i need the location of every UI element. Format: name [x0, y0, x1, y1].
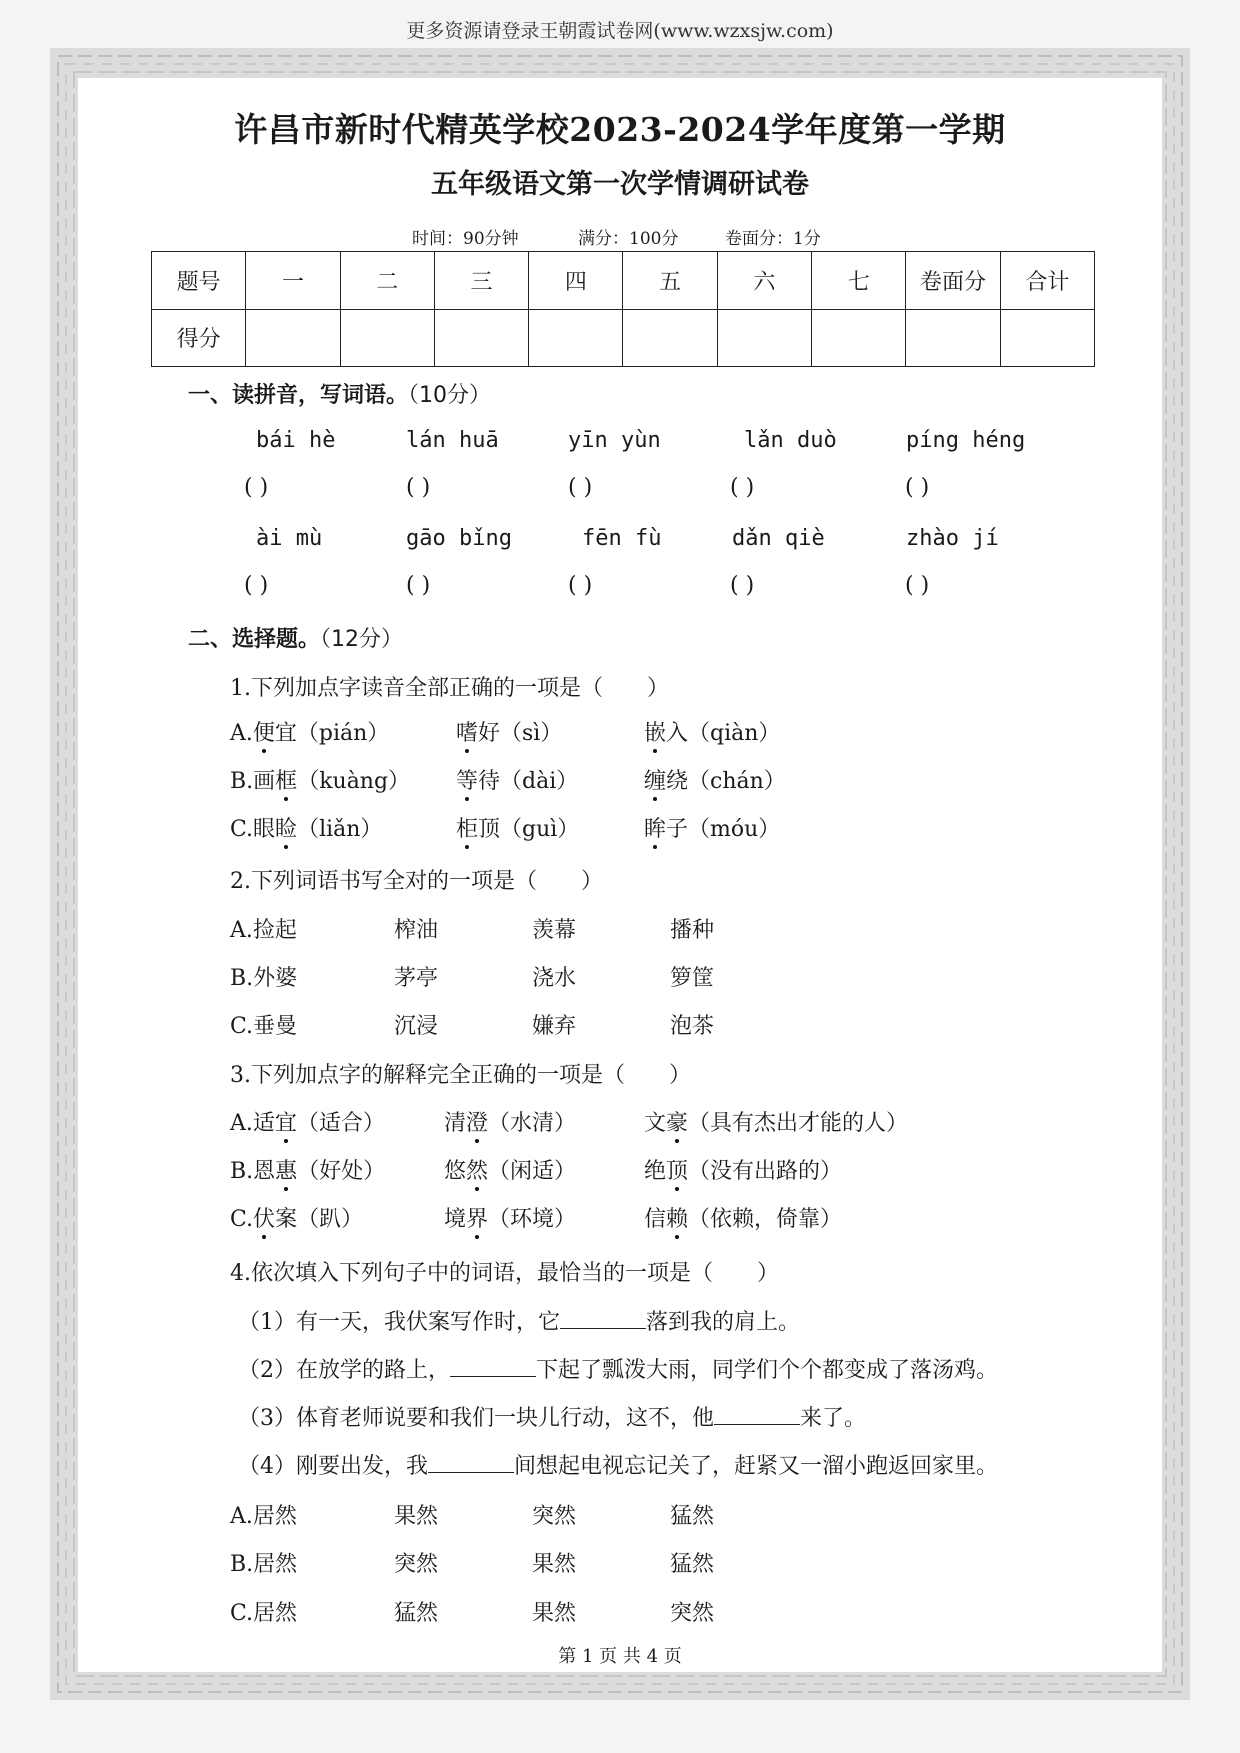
- q4-option-word: 猛然: [670, 1552, 715, 1577]
- pinyin: dǎn qiè: [732, 526, 825, 551]
- q2-option-word: 浇水: [532, 966, 577, 991]
- dotted-char: 顶: [666, 1154, 688, 1185]
- sentence-text: （2）在放学的路上，: [238, 1358, 450, 1383]
- opt-text: （环境）: [488, 1207, 577, 1232]
- opt-text: （kuàng）: [297, 769, 411, 794]
- q2-option-word: 羡幕: [532, 918, 577, 943]
- opt-text: （没有出路的）: [688, 1159, 843, 1184]
- q2-option-word: 箩筐: [670, 966, 715, 991]
- q4-option-word: 猛然: [394, 1601, 439, 1626]
- opt-text: 好（sì）: [478, 721, 563, 746]
- q4-option-a[interactable]: A.居然: [230, 1504, 297, 1529]
- q4-option-word: 果然: [532, 1552, 577, 1577]
- opt-text: （依赖，倚靠）: [688, 1207, 843, 1232]
- q2-option-c[interactable]: C.垂曼: [230, 1014, 298, 1039]
- question-4-stem: 4.依次填入下列句子中的词语，最恰当的一项是（ ）: [230, 1261, 779, 1286]
- question-3-stem: 3.下列加点字的解释完全正确的一项是（ ）: [230, 1063, 691, 1088]
- question-1-stem: 1.下列加点字读音全部正确的一项是（ ）: [230, 676, 669, 701]
- opt-text: C.眼: [230, 817, 276, 842]
- exam-title: 许昌市新时代精英学校2023-2024学年度第一学期: [234, 110, 1006, 149]
- answer-bracket[interactable]: ( ): [730, 475, 755, 500]
- opt-text: 绕（chán）: [666, 769, 786, 794]
- q2-option-word: 沉浸: [394, 1014, 439, 1039]
- q4-sentence-4: [238, 1449, 998, 1480]
- q3-option-b[interactable]: [230, 1154, 385, 1185]
- q4-option-word: 猛然: [670, 1504, 715, 1529]
- sentence-text: 下起了瓢泼大雨，同学们个个都变成了落汤鸡。: [536, 1358, 999, 1383]
- opt-text: （水清）: [488, 1111, 577, 1136]
- score-cell[interactable]: [623, 309, 717, 367]
- pinyin: zhào jí: [906, 526, 999, 551]
- pinyin: gāo bǐng: [406, 526, 512, 551]
- dotted-char: 等: [456, 764, 478, 795]
- answer-bracket[interactable]: ( ): [730, 573, 755, 598]
- dotted-char: 嵌: [644, 716, 666, 747]
- question-2-stem: 2.下列词语书写全对的一项是（ ）: [230, 869, 603, 894]
- sentence-text: 间想起电视忘记关了，赶紧又一溜小跑返回家里。: [514, 1454, 999, 1479]
- opt-text: 宜（pián）: [274, 721, 390, 746]
- q1-option-c-word3: [644, 812, 780, 843]
- q4-sentence-2: [238, 1353, 998, 1384]
- exam-full-score: 满分：100分: [578, 229, 679, 249]
- dotted-char: 柜: [456, 812, 478, 843]
- sentence-text: （1）有一天，我伏案写作时，它: [238, 1310, 560, 1335]
- score-cell[interactable]: [434, 309, 528, 367]
- score-cell[interactable]: [246, 309, 340, 367]
- opt-text: A.适: [230, 1111, 275, 1136]
- score-cell[interactable]: [812, 309, 906, 367]
- dotted-char: 界: [466, 1202, 488, 1233]
- score-header-cell: 合计: [1000, 252, 1094, 310]
- answer-bracket[interactable]: ( ): [568, 475, 593, 500]
- sentence-text: （3）体育老师说要和我们一块儿行动，这不，他: [238, 1406, 714, 1431]
- q3-option-c-word3: [644, 1202, 842, 1233]
- q4-option-c[interactable]: C.居然: [230, 1601, 298, 1626]
- q2-option-b[interactable]: B.外婆: [230, 966, 298, 991]
- dotted-char: 澄: [466, 1106, 488, 1137]
- dotted-char: 宜: [275, 1106, 297, 1137]
- q4-sentence-3: [238, 1401, 866, 1432]
- score-cell[interactable]: [529, 309, 623, 367]
- q3-option-c-word2: [444, 1202, 576, 1233]
- q4-sentence-1: [238, 1305, 800, 1336]
- dotted-char: 豪: [666, 1106, 688, 1137]
- q2-option-word: 茅亭: [394, 966, 439, 991]
- pinyin: lán huā: [406, 428, 499, 453]
- fill-blank[interactable]: [450, 1356, 536, 1377]
- page-footer: 第 1 页 共 4 页: [558, 1646, 682, 1667]
- opt-text: C.: [230, 1207, 254, 1232]
- opt-text: 待（dài）: [478, 769, 579, 794]
- score-header-cell: 四: [529, 252, 623, 310]
- sentence-text: 落到我的肩上。: [646, 1310, 801, 1335]
- q2-option-word: 榨油: [394, 918, 439, 943]
- q2-option-a[interactable]: A.捡起: [230, 918, 297, 943]
- q2-option-word: 泡茶: [670, 1014, 715, 1039]
- q2-option-word: 嫌弃: [532, 1014, 577, 1039]
- q1-option-a[interactable]: [230, 716, 389, 747]
- exam-neatness-score: 卷面分：1分: [725, 229, 821, 249]
- q4-option-word: 突然: [670, 1601, 715, 1626]
- q4-option-word: 果然: [532, 1601, 577, 1626]
- q3-option-c[interactable]: [230, 1202, 363, 1233]
- dotted-char: 赖: [666, 1202, 688, 1233]
- sentence-text: （4）刚要出发，我: [238, 1454, 428, 1479]
- score-header-cell: 一: [246, 252, 340, 310]
- q3-option-b-word2: [444, 1154, 576, 1185]
- score-header-cell: 二: [340, 252, 434, 310]
- q3-option-a[interactable]: [230, 1106, 385, 1137]
- dotted-char: 睑: [275, 812, 297, 843]
- dotted-char: 伏: [253, 1202, 275, 1233]
- opt-text: 悠: [444, 1159, 467, 1184]
- answer-bracket[interactable]: ( ): [244, 475, 269, 500]
- section2-heading: [188, 622, 403, 653]
- section1-heading: [188, 378, 491, 409]
- score-header-cell: 三: [434, 252, 528, 310]
- opt-text: （具有杰出才能的人）: [688, 1111, 909, 1136]
- answer-bracket[interactable]: ( ): [905, 475, 930, 500]
- answer-bracket[interactable]: ( ): [406, 573, 431, 598]
- opt-text: B.画: [230, 769, 276, 794]
- q1-option-b[interactable]: [230, 764, 410, 795]
- opt-text: 境: [444, 1207, 467, 1232]
- section2-title: 二、选择题。: [188, 627, 321, 652]
- q1-option-a-word3: [644, 716, 780, 747]
- q3-option-b-word3: [644, 1154, 842, 1185]
- score-header-cell: 题号: [152, 252, 246, 310]
- score-cell[interactable]: [1000, 309, 1094, 367]
- opt-text: 绝: [644, 1159, 667, 1184]
- dotted-char: 缠: [644, 764, 666, 795]
- opt-text: （适合）: [296, 1111, 385, 1136]
- q4-option-b[interactable]: B.居然: [230, 1552, 298, 1577]
- pinyin: yīn yùn: [568, 428, 661, 453]
- q2-option-word: 播种: [670, 918, 715, 943]
- pinyin: bái hè: [256, 428, 336, 453]
- sentence-text: 来了。: [800, 1406, 867, 1431]
- pinyin: fēn fù: [582, 526, 662, 551]
- answer-bracket[interactable]: ( ): [244, 573, 269, 598]
- q1-option-b-word2: [456, 764, 578, 795]
- opt-text: 入（qiàn）: [666, 721, 781, 746]
- q4-option-word: 果然: [394, 1504, 439, 1529]
- q1-option-c[interactable]: [230, 812, 382, 843]
- q1-option-b-word3: [644, 764, 786, 795]
- dotted-char: 眸: [644, 812, 666, 843]
- opt-text: A.: [230, 721, 253, 746]
- score-header-cell: 卷面分: [906, 252, 1000, 310]
- fill-blank[interactable]: [428, 1452, 514, 1473]
- fill-blank[interactable]: [560, 1308, 646, 1329]
- exam-subtitle: 五年级语文第一次学情调研试卷: [431, 169, 809, 200]
- score-table-header-row: [152, 252, 1095, 310]
- dotted-char: 嗜: [456, 716, 478, 747]
- opt-text: 清: [444, 1111, 467, 1136]
- pinyin: lǎn duò: [744, 428, 837, 453]
- q4-option-word: 突然: [394, 1552, 439, 1577]
- q3-option-a-word3: [644, 1106, 908, 1137]
- fill-blank[interactable]: [714, 1404, 800, 1425]
- score-table-score-row: [152, 309, 1095, 367]
- opt-text: （好处）: [297, 1159, 386, 1184]
- opt-text: 文: [644, 1111, 667, 1136]
- section1-points: （10分）: [408, 383, 492, 408]
- answer-bracket[interactable]: ( ): [568, 573, 593, 598]
- score-table: [151, 251, 1095, 367]
- opt-text: 案（趴）: [275, 1207, 364, 1232]
- opt-text: B.恩: [230, 1159, 276, 1184]
- score-cell[interactable]: [906, 309, 1000, 367]
- section1-title: 一、读拼音，写词语。: [188, 383, 409, 408]
- score-header-cell: 五: [623, 252, 717, 310]
- answer-bracket[interactable]: ( ): [905, 573, 930, 598]
- pinyin: píng héng: [906, 428, 1026, 453]
- answer-bracket[interactable]: ( ): [406, 475, 431, 500]
- score-cell[interactable]: [340, 309, 434, 367]
- opt-text: 子（móu）: [666, 817, 781, 842]
- dotted-char: 框: [275, 764, 297, 795]
- pinyin: ài mù: [256, 526, 323, 551]
- dotted-char: 然: [466, 1154, 488, 1185]
- section2-points: （12分）: [320, 627, 404, 652]
- opt-text: （liǎn）: [297, 817, 383, 842]
- header-note: 更多资源请登录王朝霞试卷网(www.wzxsjw.com): [406, 20, 834, 42]
- opt-text: （闲适）: [488, 1159, 577, 1184]
- q4-option-word: 突然: [532, 1504, 577, 1529]
- score-row-label: 得分: [152, 309, 246, 367]
- opt-text: 顶（guì）: [478, 817, 580, 842]
- dotted-char: 惠: [275, 1154, 297, 1185]
- opt-text: 信: [644, 1207, 667, 1232]
- q3-option-a-word2: [444, 1106, 576, 1137]
- score-header-cell: 六: [717, 252, 811, 310]
- q1-option-c-word2: [456, 812, 579, 843]
- score-header-cell: 七: [812, 252, 906, 310]
- dotted-char: 便: [253, 716, 275, 747]
- score-cell[interactable]: [717, 309, 811, 367]
- exam-time: 时间：90分钟: [412, 229, 519, 249]
- q1-option-a-word2: [456, 716, 562, 747]
